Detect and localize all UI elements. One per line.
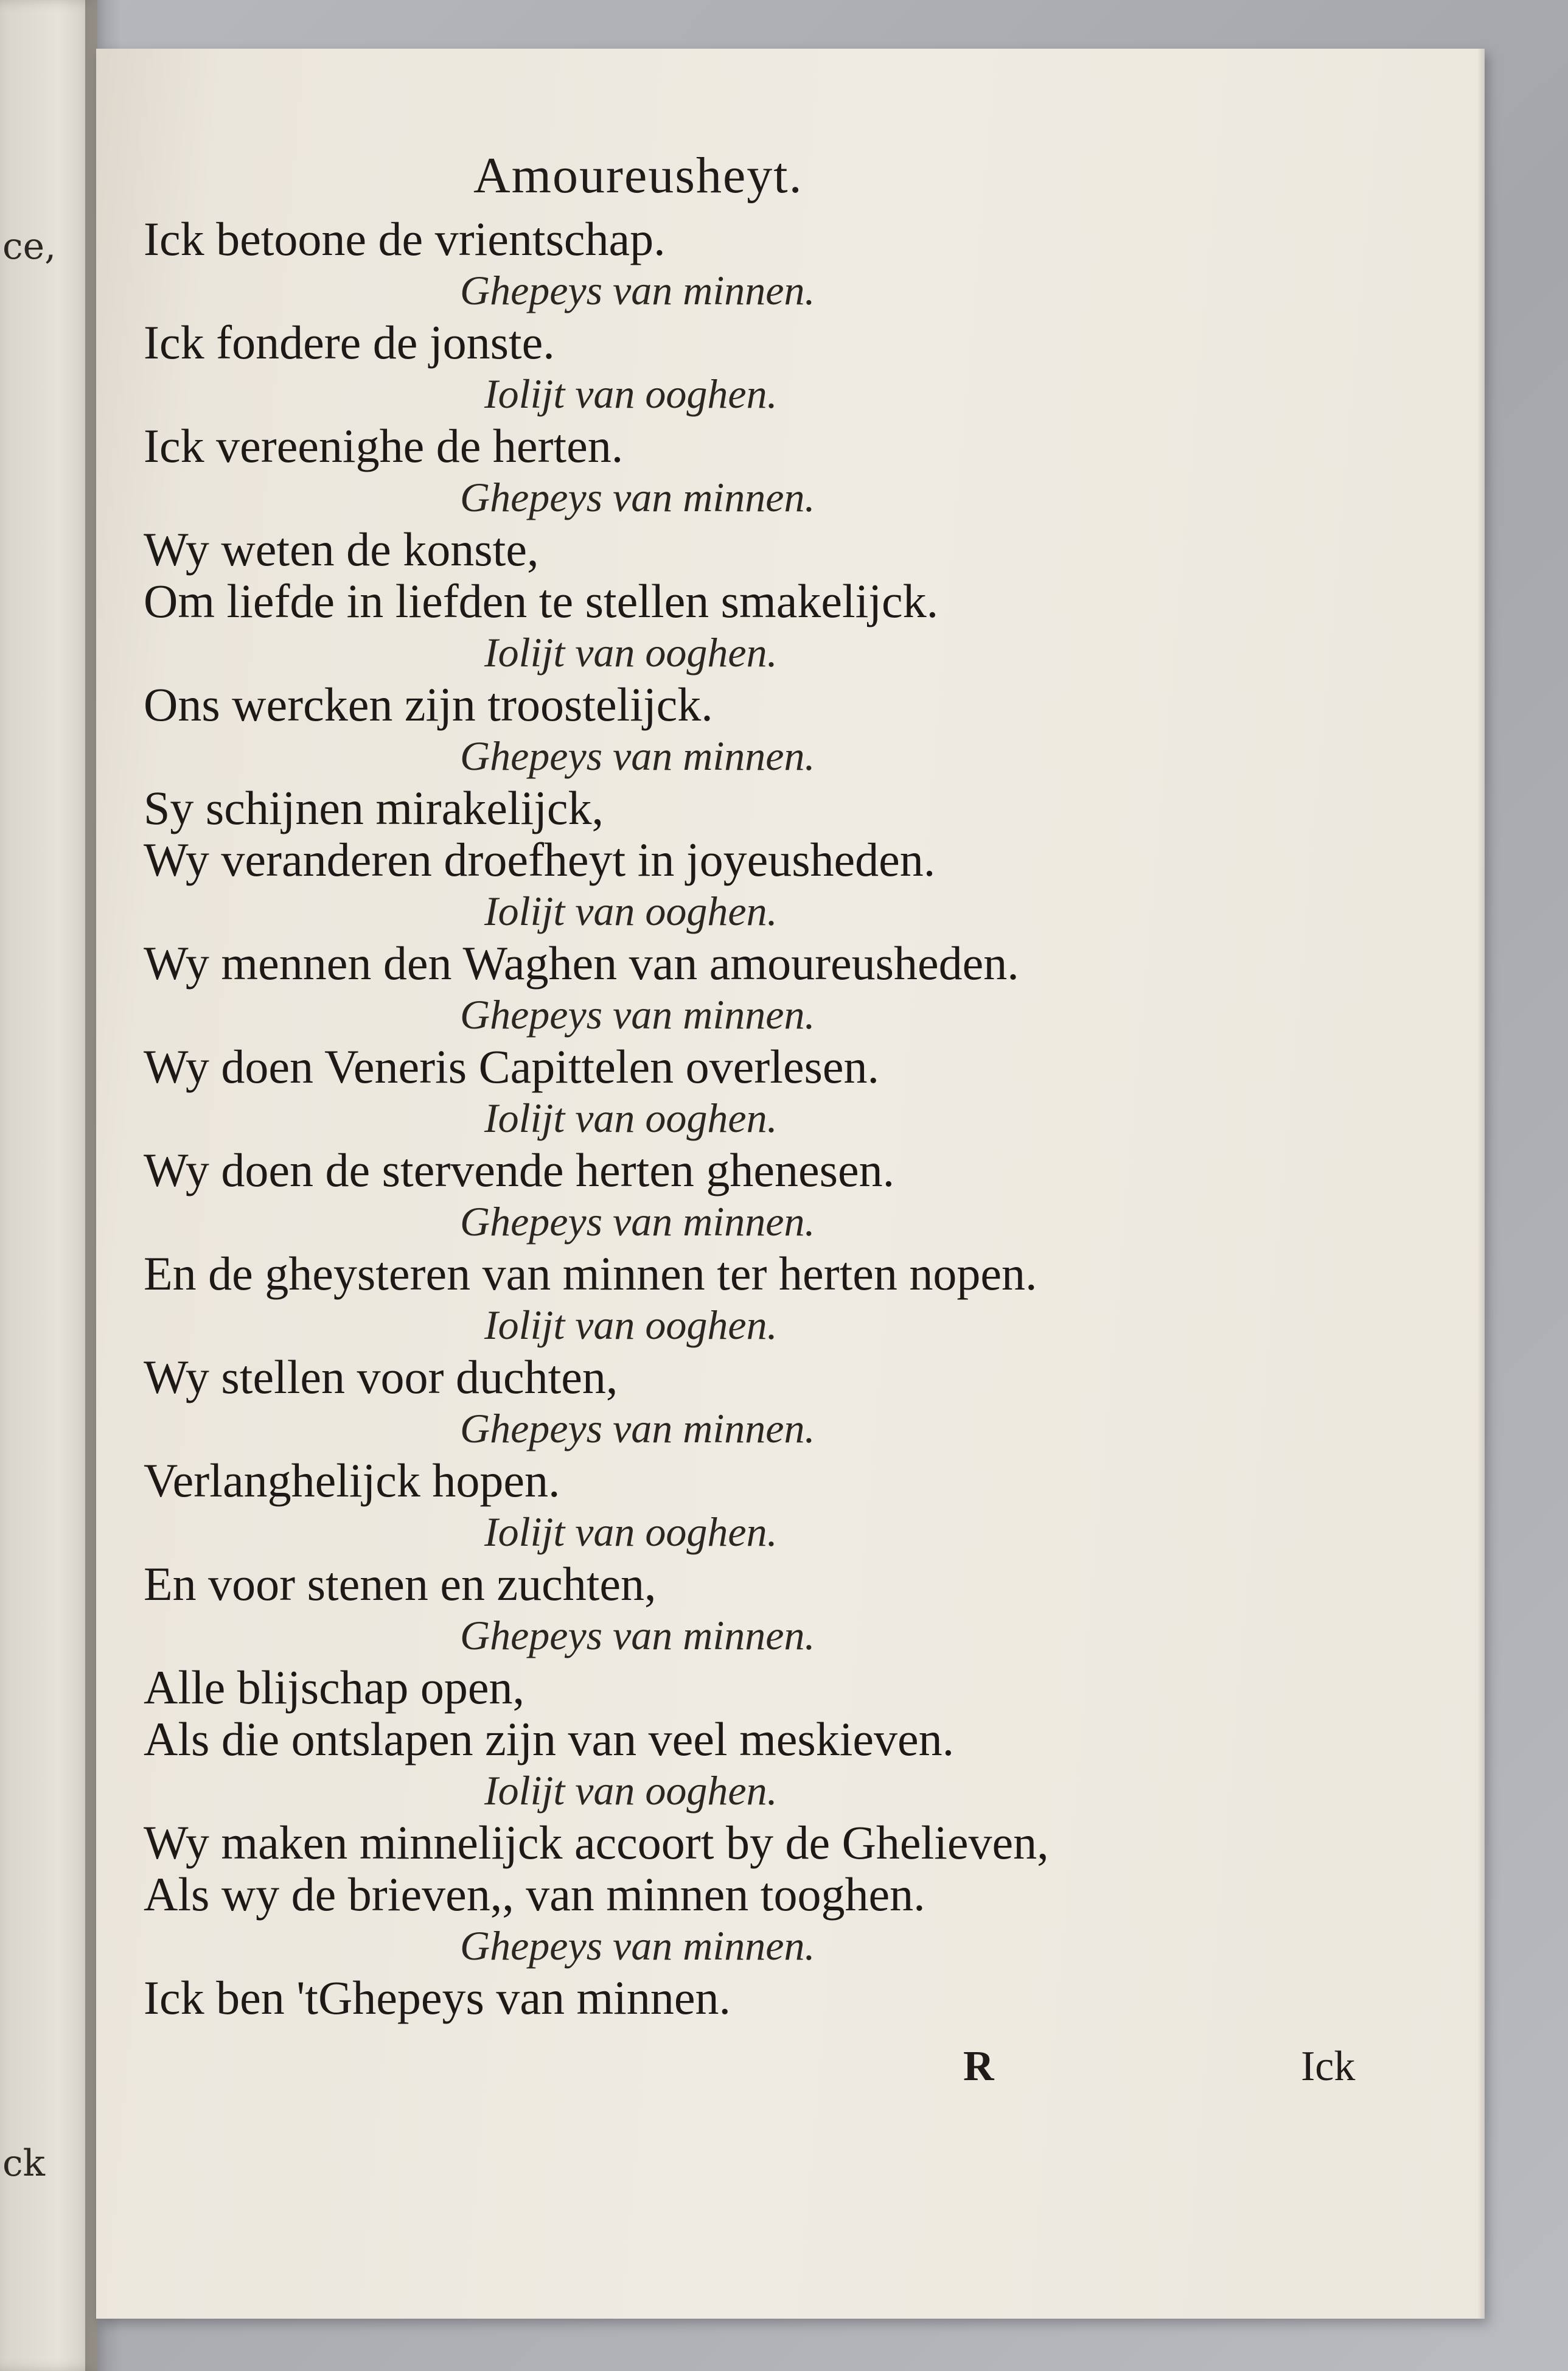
verse-line: Wy veranderen droefheyt in joyeusheden. xyxy=(144,833,936,886)
speaker-name: Ghepeys van minnen. xyxy=(460,1405,815,1451)
previous-page-edge xyxy=(0,0,97,2371)
speaker-name: Iolijt van ooghen. xyxy=(484,1302,778,1348)
speaker-name: Ghepeys van minnen. xyxy=(460,267,815,313)
verse-line: Ick vereenighe de herten. xyxy=(144,419,624,472)
speaker-name: Ghepeys van minnen. xyxy=(460,991,815,1038)
speaker-name: Ghepeys van minnen. xyxy=(460,733,815,779)
running-head: Amoureusheyt. xyxy=(473,147,803,204)
verse-line: Ick fondere de jonste. xyxy=(144,316,555,369)
verse-line: Wy weten de konste, xyxy=(144,523,539,576)
speaker-name: Ghepeys van minnen. xyxy=(460,1612,815,1658)
verse-line: Alle blijschap open, xyxy=(144,1661,525,1714)
verse-line: Als wy de brieven,, van minnen tooghen. xyxy=(144,1868,925,1921)
verse-line: En voor stenen en zuchten, xyxy=(144,1557,657,1610)
previous-page-fragment: ce, xyxy=(2,225,57,268)
verse-line: Ons wercken zijn troostelijck. xyxy=(144,678,713,731)
speaker-name: Ghepeys van minnen. xyxy=(460,1922,815,1969)
page-edge-shadow xyxy=(1477,49,1485,2319)
speaker-name: Iolijt van ooghen. xyxy=(484,1767,778,1814)
verse-line: Verlanghelijck hopen. xyxy=(144,1454,560,1507)
speaker-name: Iolijt van ooghen. xyxy=(484,371,778,417)
speaker-name: Iolijt van ooghen. xyxy=(484,1095,778,1141)
signature-mark: R xyxy=(963,2043,994,2090)
verse-line: Wy mennen den Waghen van amoureusheden. xyxy=(144,937,1019,990)
verse-line: En de gheysteren van minnen ter herten nopen. xyxy=(144,1247,1037,1300)
previous-page-fragment: ck xyxy=(2,2142,45,2185)
speaker-name: Ghepeys van minnen. xyxy=(460,474,815,520)
speaker-name: Ghepeys van minnen. xyxy=(460,1198,815,1245)
verse-line: Sy schijnen mirakelijck, xyxy=(144,781,604,834)
verse-line: Wy stellen voor duchten, xyxy=(144,1350,618,1403)
catchword: Ick xyxy=(1301,2043,1356,2090)
speaker-name: Iolijt van ooghen. xyxy=(484,629,778,676)
speaker-name: Iolijt van ooghen. xyxy=(484,888,778,934)
verse-line: Ick betoone de vrientschap. xyxy=(144,212,666,265)
speaker-name: Iolijt van ooghen. xyxy=(484,1509,778,1555)
verse-line: Als die ontslapen zijn van veel meskieven. xyxy=(144,1713,955,1765)
verse-line: Wy doen Veneris Capittelen overlesen. xyxy=(144,1040,879,1093)
verse-line: Ick ben 'tGhepeys van minnen. xyxy=(144,1971,731,2024)
verse-line: Wy doen de stervende herten ghenesen. xyxy=(144,1144,895,1196)
verse-line: Om liefde in liefden te stellen smakelijck. xyxy=(144,574,939,627)
dialogue-text xyxy=(144,213,1361,2024)
book-page xyxy=(96,49,1485,2319)
verse-line: Wy maken minnelijck accoort by de Ghelieven, xyxy=(144,1816,1049,1869)
